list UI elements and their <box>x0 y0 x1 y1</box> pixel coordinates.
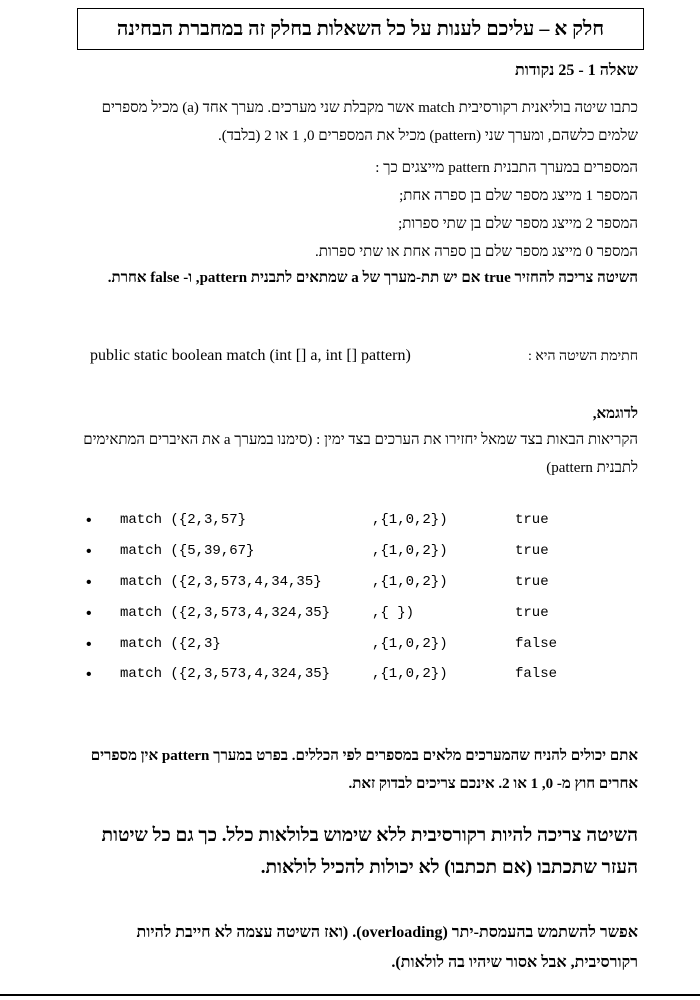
section-header <box>77 8 644 50</box>
bullet-icon: • <box>84 636 94 654</box>
pattern-explanation: המספרים במערך התבנית pattern מייצגים כך : <box>375 160 638 176</box>
rule-zero: המספר 0 מייצג מספר שלם בן ספרה אחת או שתי ספרות. <box>315 244 638 260</box>
example-row <box>0 666 700 688</box>
example-pattern: ,{1,0,2}) <box>372 636 448 652</box>
bullet-icon: • <box>84 512 94 530</box>
example-pattern: ,{1,0,2}) <box>372 574 448 590</box>
example-pattern: ,{ }) <box>372 605 415 621</box>
example-row <box>0 605 700 627</box>
section-header-title: חלק א – עליכם לענות על כל השאלות בחלק זה במחברת הבחינה <box>116 17 605 40</box>
example-call: match ({5,39,67} <box>120 543 255 559</box>
return-rule: השיטה צריכה להחזיר true אם יש תת-מערך של a שמתאים לתבנית pattern, ו- false אחרת. <box>107 270 638 286</box>
example-result: true <box>515 512 549 528</box>
example-row <box>0 543 700 565</box>
bullet-icon: • <box>84 543 94 561</box>
rule-one: המספר 1 מייצג מספר שלם בן ספרה אחת; <box>399 188 638 204</box>
example-result: false <box>515 636 558 652</box>
example-description: הקריאות הבאות בצד שמאל יחזירו את הערכים בצד ימין : (סימנו במערך a את האיברים המתאימים לתבנית pattern) <box>83 432 638 476</box>
page-bottom-divider <box>0 994 700 996</box>
example-row <box>0 512 700 534</box>
recursion-note: השיטה צריכה להיות רקורסיבית ללא שימוש בלולאות כלל. כך גם כל שיטות העזר שתכתבו (אם תכתבו) לא יכולות להכיל לולאות. <box>101 825 638 878</box>
signature-label: חתימת השיטה היא : <box>528 349 638 364</box>
bullet-icon: • <box>84 574 94 592</box>
example-call: match ({2,3} <box>120 636 221 652</box>
example-call: match ({2,3,57} <box>120 512 247 528</box>
bullet-icon: • <box>84 605 94 623</box>
example-pattern: ,{1,0,2}) <box>372 512 448 528</box>
example-result: true <box>515 574 549 590</box>
question-intro: כתבו שיטה בוליאנית רקורסיבית match אשר מקבלת שני מערכים. מערך אחד (a) מכיל מספרים שלמים כלשהם, ומערך שני (pattern) מכיל את המספרים 0, 1 או 2 (בלבד). <box>101 100 638 144</box>
example-call: match ({2,3,573,4,324,35} <box>120 666 331 682</box>
example-result: true <box>515 543 549 559</box>
signature-code: public static boolean match (int [] a, int [] pattern) <box>90 347 411 364</box>
assumption-note: אתם יכולים להניח שהמערכים מלאים במספרים לפי הכללים. בפרט במערך pattern אין מספרים אחרים חוץ מ- 0, 1 או 2. אינכם צריכים לבדוק זאת. <box>90 748 638 792</box>
overloading-note: אפשר להשתמש בהעמסת-יתר (overloading). (ואז השיטה עצמה לא חייבת להיות רקורסיבית, אבל אסור שיהיו בה לולאות). <box>136 924 638 971</box>
bullet-icon: • <box>84 666 94 684</box>
example-title: לדוגמא, <box>592 406 638 422</box>
rule-two: המספר 2 מייצג מספר שלם בן שתי ספרות; <box>398 216 638 232</box>
example-result: false <box>515 666 558 682</box>
question-title: שאלה 1 - 25 נקודות <box>514 62 638 79</box>
example-call: match ({2,3,573,4,34,35} <box>120 574 322 590</box>
example-pattern: ,{1,0,2}) <box>372 543 448 559</box>
example-pattern: ,{1,0,2}) <box>372 666 448 682</box>
example-row <box>0 636 700 658</box>
example-row <box>0 574 700 596</box>
example-result: true <box>515 605 549 621</box>
example-call: match ({2,3,573,4,324,35} <box>120 605 331 621</box>
